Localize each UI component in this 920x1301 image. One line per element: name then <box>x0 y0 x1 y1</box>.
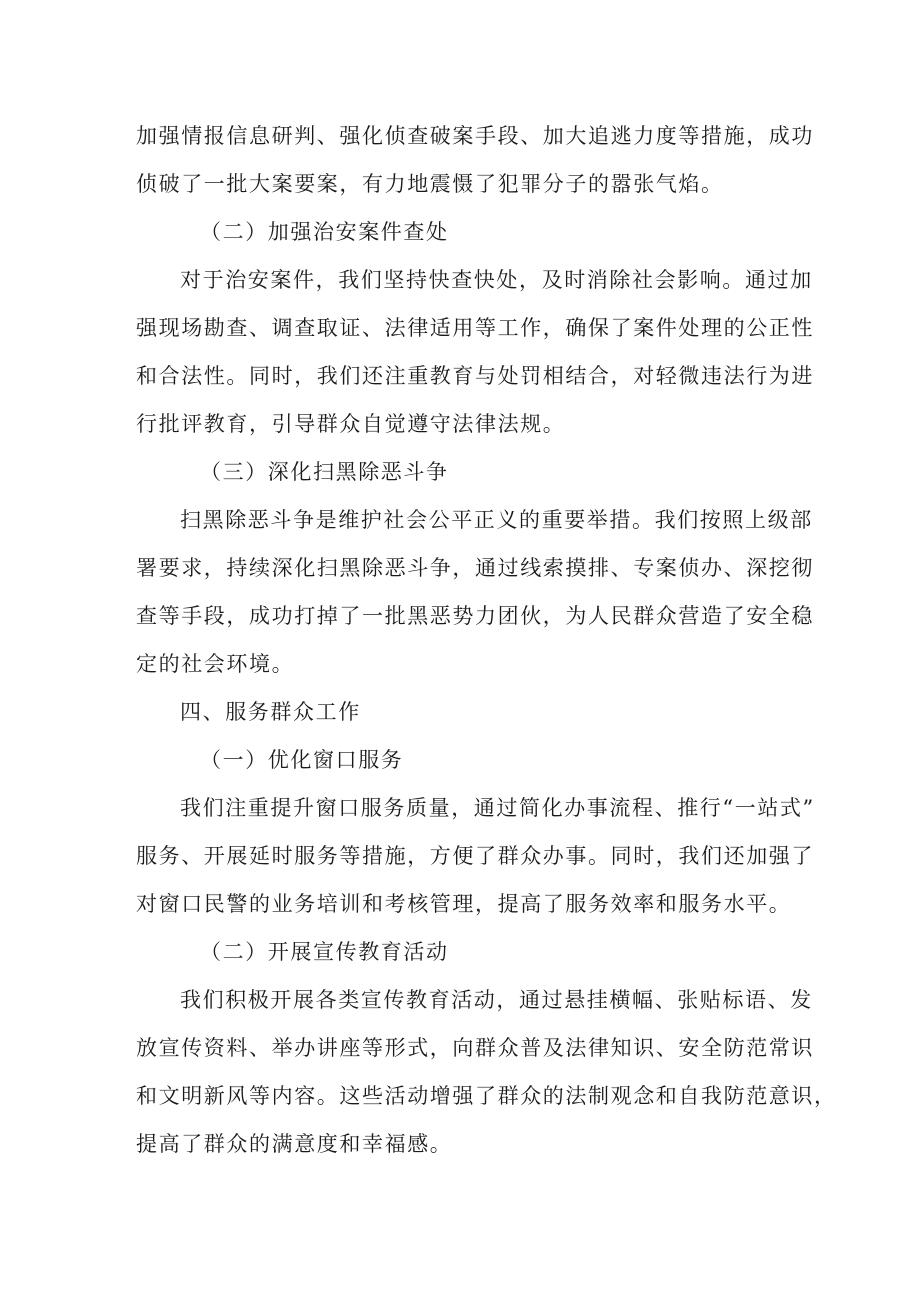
paragraph-line: 加强情报信息研判、强化侦查破案手段、加大追逃力度等措施，成功 <box>136 124 814 148</box>
chapter-heading: 四、服务群众工作 <box>180 700 361 724</box>
paragraph-line: 放宣传资料、举办讲座等形式，向群众普及法律知识、安全防范常识 <box>136 1036 814 1060</box>
paragraph-line: 和合法性。同时，我们还注重教育与处罚相结合，对轻微违法行为进 <box>136 364 814 388</box>
paragraph-line: 署要求，持续深化扫黑除恶斗争，通过线索摸排、专案侦办、深挖彻 <box>136 556 814 580</box>
paragraph-line: 对窗口民警的业务培训和考核管理，提高了服务效率和服务水平。 <box>136 892 792 916</box>
paragraph-line: 我们积极开展各类宣传教育活动，通过悬挂横幅、张贴标语、发 <box>180 988 813 1012</box>
paragraph-line: 行批评教育，引导群众自觉遵守法律法规。 <box>136 412 566 436</box>
paragraph-line: 定的社会环境。 <box>136 652 295 676</box>
document-body <box>136 112 837 1168</box>
paragraph-line: 和文明新风等内容。这些活动增强了群众的法制观念和自我防范意识， <box>136 1084 837 1108</box>
paragraph-line: 查等手段，成功打掉了一批黑恶势力团伙，为人民群众营造了安全稳 <box>136 604 814 628</box>
section-heading: （二）加强治安案件查处 <box>200 220 449 244</box>
section-heading: （二）开展宣传教育活动 <box>200 940 449 964</box>
paragraph-line: 服务、开展延时服务等措施，方便了群众办事。同时，我们还加强了 <box>136 844 814 868</box>
paragraph-line: 对于治安案件，我们坚持快查快处，及时消除社会影响。通过加 <box>180 268 813 292</box>
paragraph-line: 扫黑除恶斗争是维护社会公平正义的重要举措。我们按照上级部 <box>180 508 813 532</box>
paragraph-line: 我们注重提升窗口服务质量，通过简化办事流程、推行“一站式” <box>180 796 815 820</box>
section-heading: （三）深化扫黑除恶斗争 <box>200 460 449 484</box>
paragraph-line: 提高了群众的满意度和幸福感。 <box>136 1132 453 1156</box>
paragraph-line: 侦破了一批大案要案，有力地震慑了犯罪分子的嚣张气焰。 <box>136 172 724 196</box>
section-heading: （一）优化窗口服务 <box>200 748 404 772</box>
paragraph-line: 强现场勘查、调查取证、法律适用等工作，确保了案件处理的公正性 <box>136 316 814 340</box>
